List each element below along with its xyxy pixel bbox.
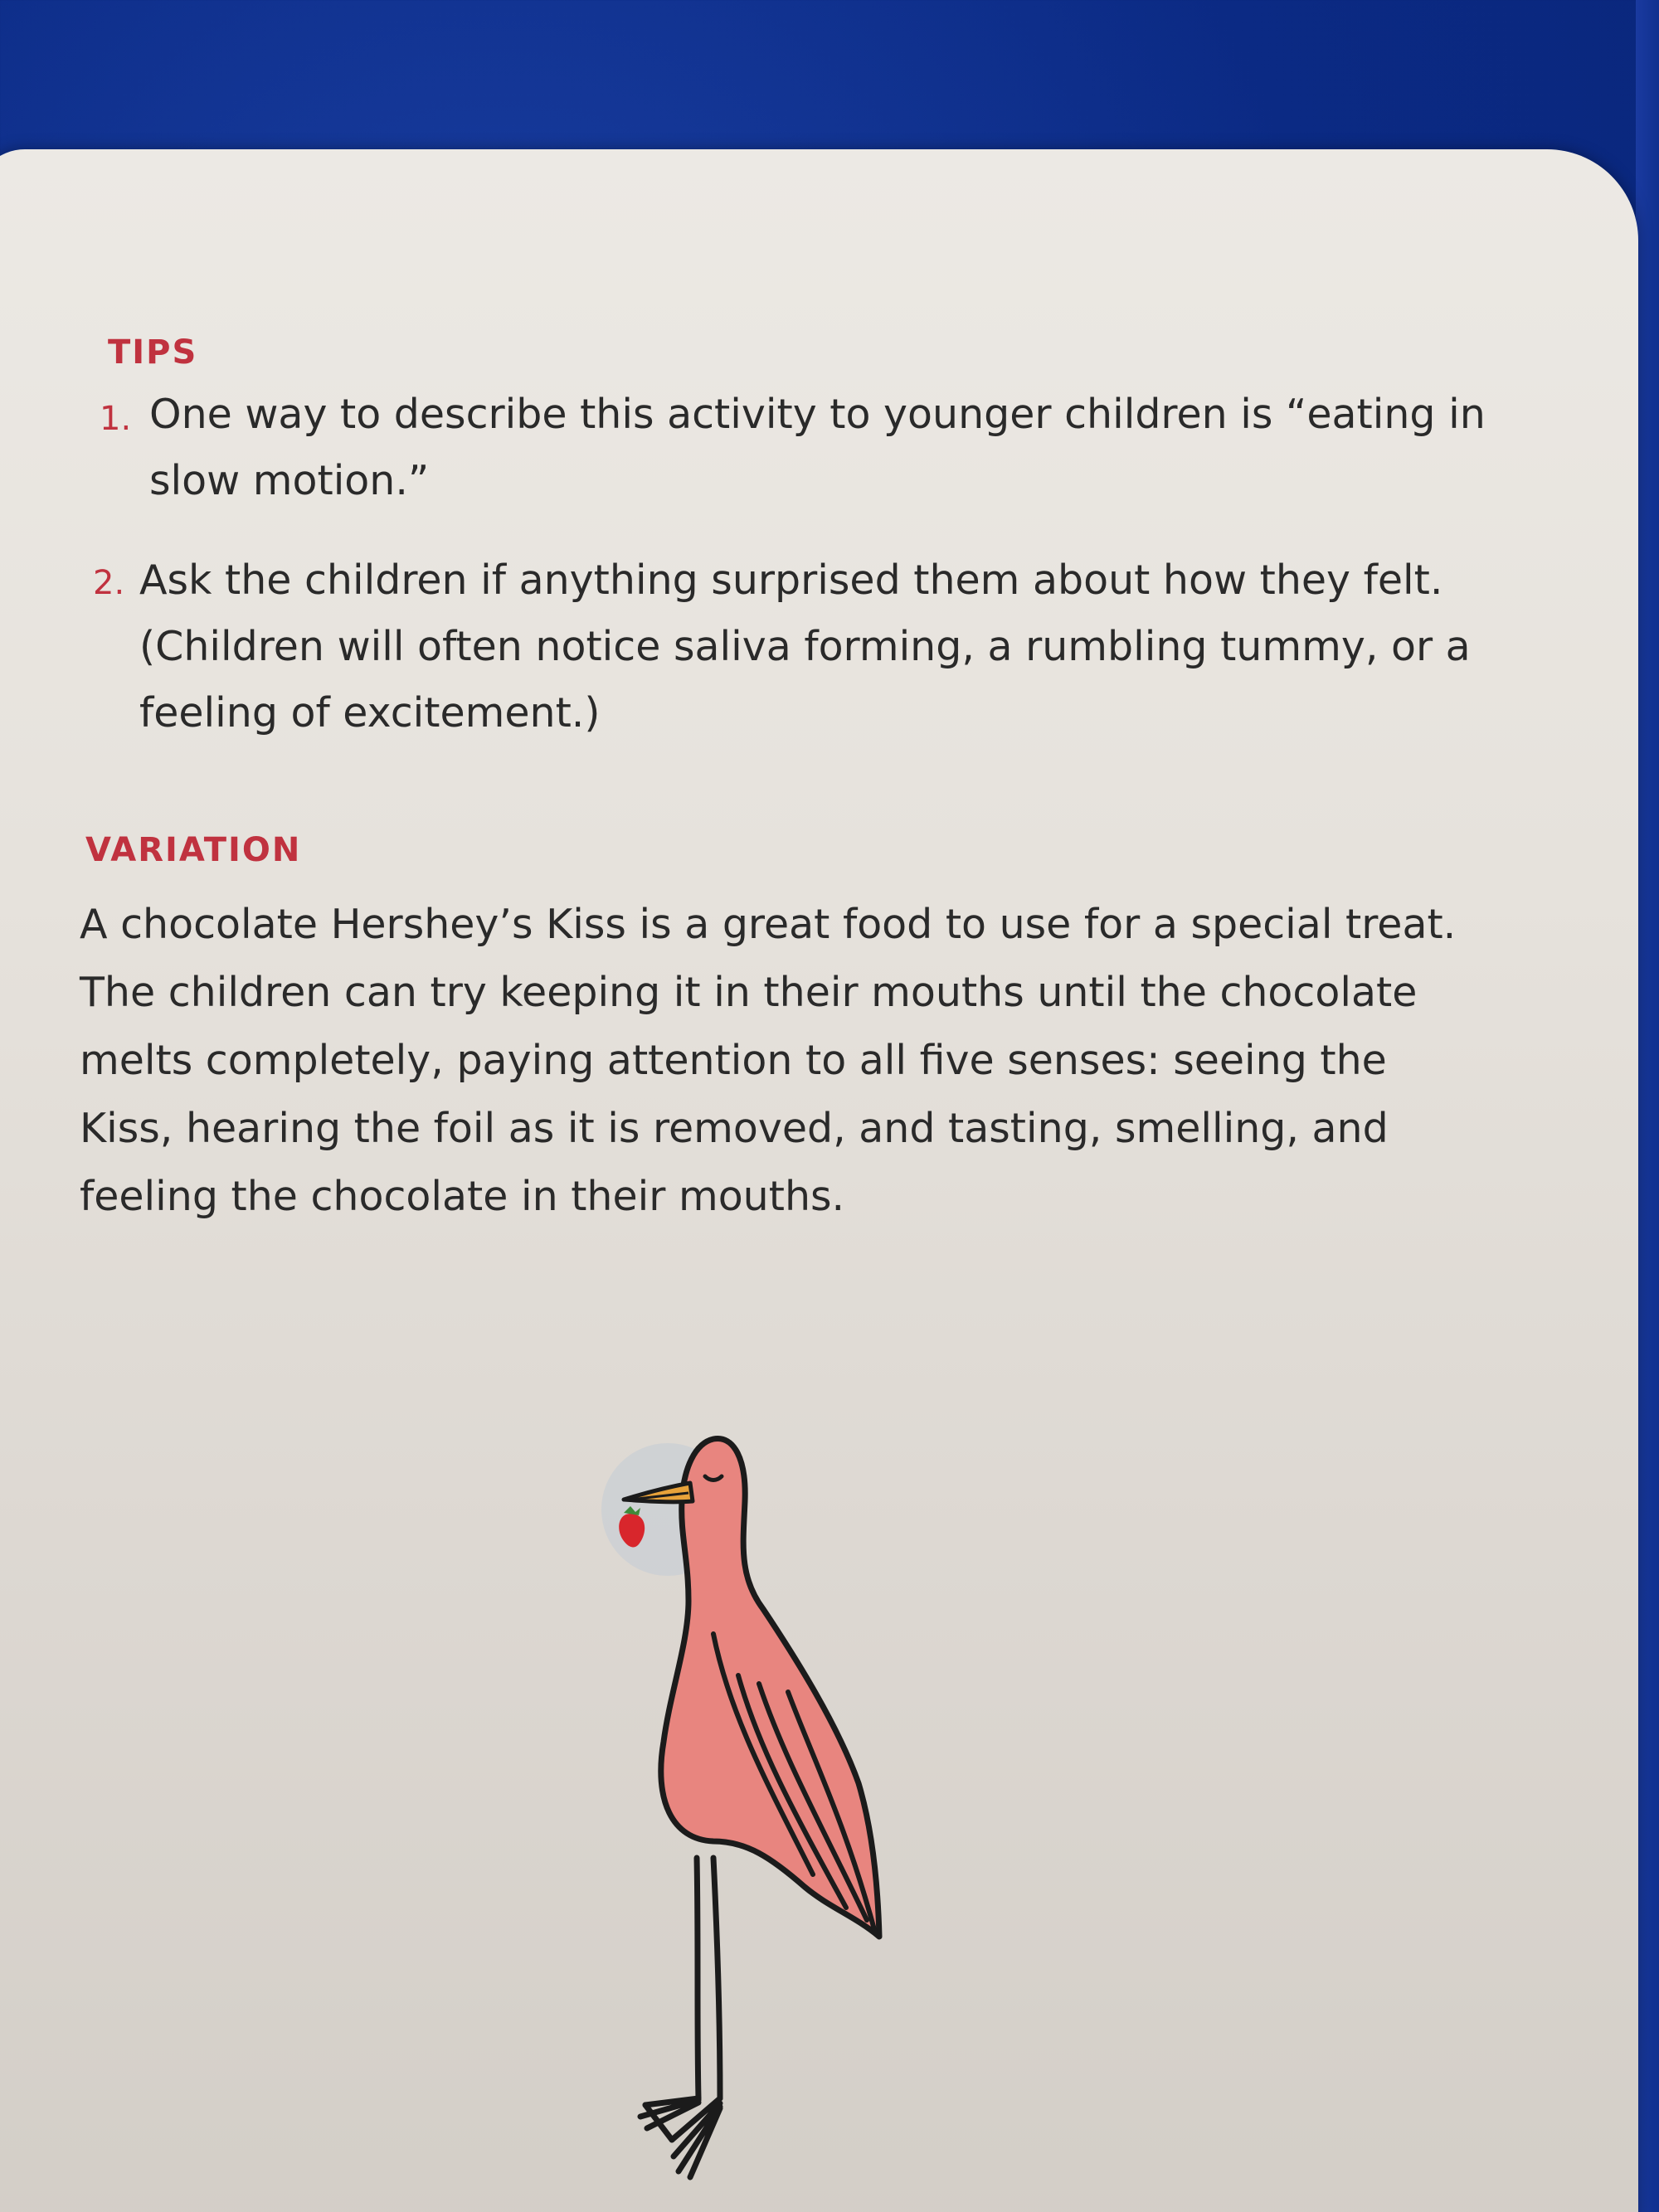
variation-line: Kiss, hearing the foil as it is removed, and tasting, smelling, and — [80, 1105, 1389, 1152]
variation-line: The children can try keeping it in their mouths until the chocolate — [80, 969, 1418, 1016]
tips-heading: TIPS — [108, 333, 198, 372]
tip-line: Ask the children if anything surprised them about how they felt. — [139, 557, 1443, 604]
tip-line: slow motion.” — [149, 457, 430, 504]
tip-line: (Children will often notice saliva forming, a rumbling tummy, or a — [139, 623, 1471, 670]
variation-line: feeling the chocolate in their mouths. — [80, 1173, 845, 1220]
tip-item — [149, 382, 1543, 514]
tip-item — [139, 547, 1550, 746]
tip-line: One way to describe this activity to younger children is “eating in — [149, 391, 1486, 438]
variation-heading: VARIATION — [85, 831, 302, 869]
tip-number: 1. — [100, 400, 132, 438]
tip-number: 2. — [93, 564, 125, 602]
bird-body — [661, 1438, 879, 1937]
bird-illustration — [581, 1410, 1012, 2206]
book-cover-edge — [1636, 0, 1659, 2212]
variation-line: melts completely, paying attention to all five senses: seeing the — [80, 1037, 1387, 1084]
bird-legs — [640, 1858, 720, 2177]
tip-line: feeling of excitement.) — [139, 689, 601, 737]
variation-paragraph — [80, 891, 1506, 1231]
variation-line: A chocolate Hershey’s Kiss is a great food to use for a special treat. — [80, 901, 1457, 948]
